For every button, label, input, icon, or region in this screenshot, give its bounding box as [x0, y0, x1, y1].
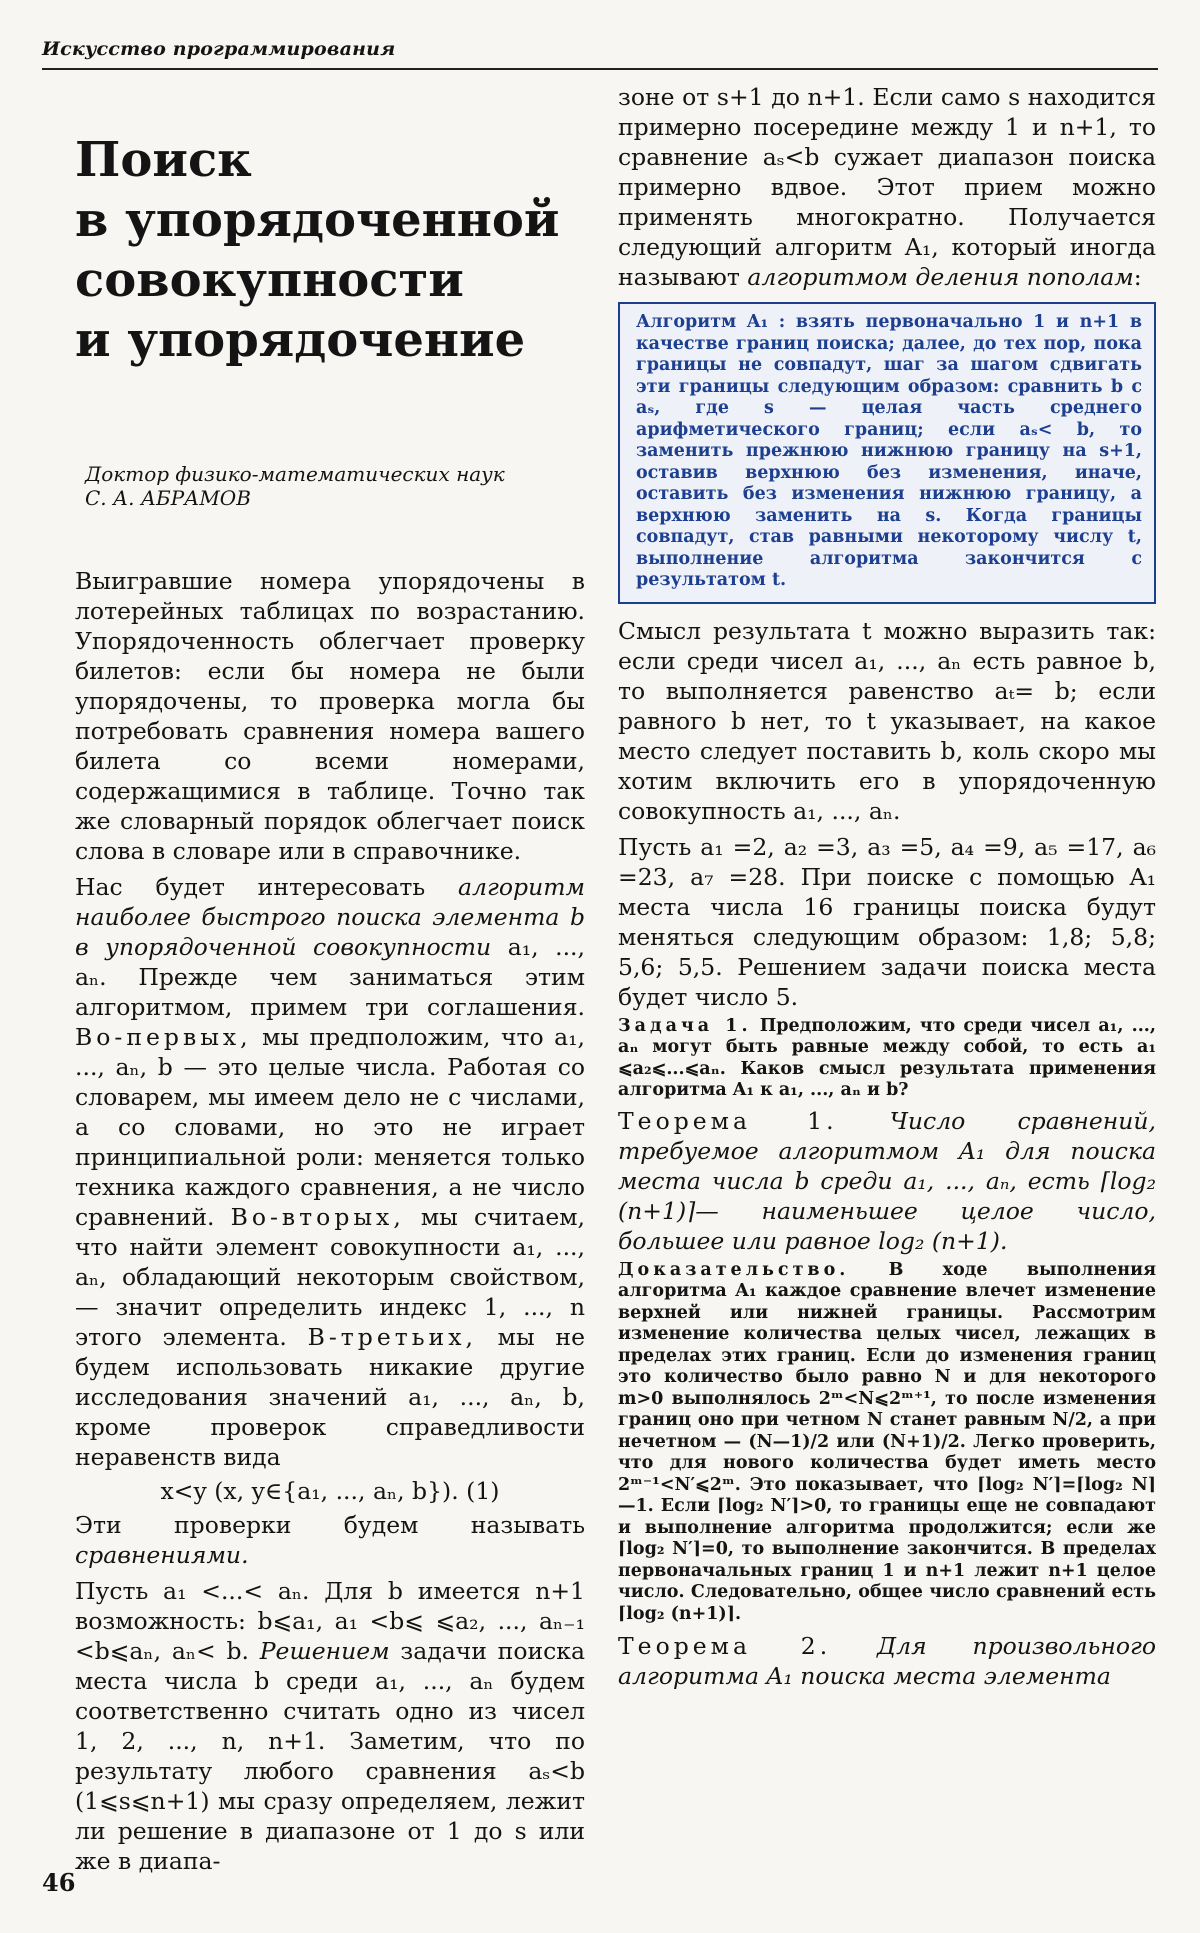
left-column — [75, 130, 585, 1876]
article-title — [75, 130, 585, 370]
section-header: Искусство программирования — [42, 38, 396, 60]
paragraph: Выигравшие номера упорядочены в лотерейных таблицах по возрастанию. Упорядоченность облегчает проверку билетов: если бы номера не были упорядочены, то проверка могла бы потребовать сравнения номера вашего билета со всеми номерами, содержащимися в таблице. Точно так же словарный порядок облегчает поиск слова в словаре или в справочнике. — [75, 567, 585, 865]
right-column — [618, 82, 1156, 1691]
theorem-1: Теорема 1. Число сравнений, требуемое алгоритмом A₁ для поиска места числа b среди a₁, ..., aₙ, есть ⌈log₂ (n+1)⌉— наименьшее целое число, большее или равное log₂ (n+1). — [618, 1106, 1156, 1255]
paragraph: зоне от s+1 до n+1. Если само s находится примерно посередине между 1 и n+1, то сравнение aₛ<b сужает диапазон поиска примерно вдвое. Этот прием можно применять многократно. Получается следующий алгоритм A₁, который иногда называют алгоритмом деления пополам: — [618, 83, 1156, 291]
title-line: совокупности — [75, 252, 464, 308]
paragraph: Эти проверки будем называть сравнениями. — [75, 1511, 585, 1569]
right-body — [618, 82, 1156, 292]
author-block — [85, 462, 585, 510]
paragraph: Пусть a₁ =2, a₂ =3, a₃ =5, a₄ =9, a₅ =17, a₆ =23, a₇ =28. При поиске с помощью A₁ места числа 16 границы поиска будут меняться следующим образом: 1,8; 5,8; 5,6; 5,5. Решением задачи поиска места будет число 5. — [618, 832, 1156, 1011]
algorithm-title: Алгоритм A₁ — [636, 312, 769, 332]
left-body — [75, 566, 585, 1876]
paragraph: Пусть a₁ <...< aₙ. Для b имеется n+1 возможность: b⩽a₁, a₁ <b⩽ ⩽a₂, ..., aₙ₋₁ <b⩽aₙ, aₙ< b. Решением задачи поиска места числа b среди a₁, ..., aₙ будем соответственно считать одно из чисел 1, 2, ..., n, n+1. Заметим, что по результату любого сравнения aₛ<b (1⩽s⩽n+1) мы сразу определяем, лежит ли решение в диапазоне от 1 до s или же в диапа- — [75, 1577, 585, 1875]
formula-1: x<y (x, y∈{a₁, ..., aₙ, b}). (1) — [160, 1477, 500, 1505]
header-rule — [42, 68, 1158, 70]
right-body-2 — [618, 616, 1156, 1012]
proof: Доказательство. В ходе выполнения алгоритма A₁ каждое сравнение влечет изменение верхней или нижней границы. Рассмотрим изменение количества целых чисел, лежащих в пределах этих границ. Если до изменения границ это количество было равно N и для некоторого m>0 выполнялось 2ᵐ<N⩽2ᵐ⁺¹, то после изменения границ оно при четном N станет равным N/2, а при нечетном — (N—1)/2 или (N+1)/2. Легко проверить, что для нового количества будет иметь место 2ᵐ⁻¹<N′⩽2ᵐ. Это показывает, что ⌈log₂ N′⌉=⌈log₂ N⌉—1. Если ⌈log₂ N′⌉>0, то границы еще не совпадают и выполнение алгоритма продолжится; если же ⌈log₂ N′⌉=0, то выполнение закончится. В пределах первоначальных границ 1 и n+1 лежит n+1 целое число. Следовательно, общее число сравнений есть ⌈log₂ (n+1)⌉. — [618, 1259, 1156, 1624]
algorithm-text: : взять первоначально 1 и n+1 в качестве границ поиска; далее, до тех пор, пока границы не совпадут, шаг за шагом сдвигать эти границы следующим образом: сравнить b с aₛ, где s — целая часть среднего арифметического границ; если aₛ< b, то заменить прежнюю нижнюю границу на s+1, оставив верхнюю без изменения, иначе, оставить без изменения нижнюю границу, а верхнюю заменить на s. Когда границы совпадут, став равными некоторому числу t, выполнение алгоритма закончится с результатом t. — [636, 312, 1142, 590]
page-number: 46 — [42, 1868, 76, 1897]
theorem-2: Теорема 2. Для произвольного алгоритма A₁ поиска места элемента — [618, 1632, 1156, 1690]
author-name: С. А. АБРАМОВ — [85, 486, 251, 510]
paragraph: Нас будет интересовать алгоритм наиболее быстрого поиска элемента b в упорядоченной совокупности a₁, ..., aₙ. Прежде чем заниматься этим алгоритмом, примем три соглашения. Во-первых, мы предположим, что a₁, ..., aₙ, b — это целые числа. Работая со словарем, мы имеем дело не с числами, а со словами, но это не играет принципиальной роли: меняется только техника каждого сравнения, а не число сравнений. Во-вторых, мы считаем, что найти элемент совокупности a₁, ..., aₙ, обладающий некоторым свойством, — значит определить индекс 1, ..., n этого элемента. В-третьих, мы не будем использовать никакие другие исследования значений a₁, ..., aₙ, b, кроме проверок справедливости неравенств вида — [75, 873, 585, 1471]
title-line: и упорядочение — [75, 312, 526, 368]
title-line: Поиск — [75, 132, 252, 188]
task-1: Задача 1. Предположим, что среди чисел a₁, ..., aₙ могут быть равные между собой, то есть a₁ ⩽a₂⩽...⩽aₙ. Каков смысл результата применения алгоритма A₁ к a₁, ..., aₙ и b? — [618, 1015, 1156, 1100]
paragraph: Смысл результата t можно выразить так: если среди чисел a₁, ..., aₙ есть равное b, то выполняется равенство aₜ= b; если равного b нет, то t указывает, на какое место следует поставить b, коль скоро мы хотим включить его в упорядоченную совокупность a₁, ..., aₙ. — [618, 616, 1156, 825]
author-role: Доктор физико-математических наук — [85, 462, 505, 486]
title-line: в упорядоченной — [75, 192, 560, 248]
algorithm-box — [618, 302, 1156, 604]
